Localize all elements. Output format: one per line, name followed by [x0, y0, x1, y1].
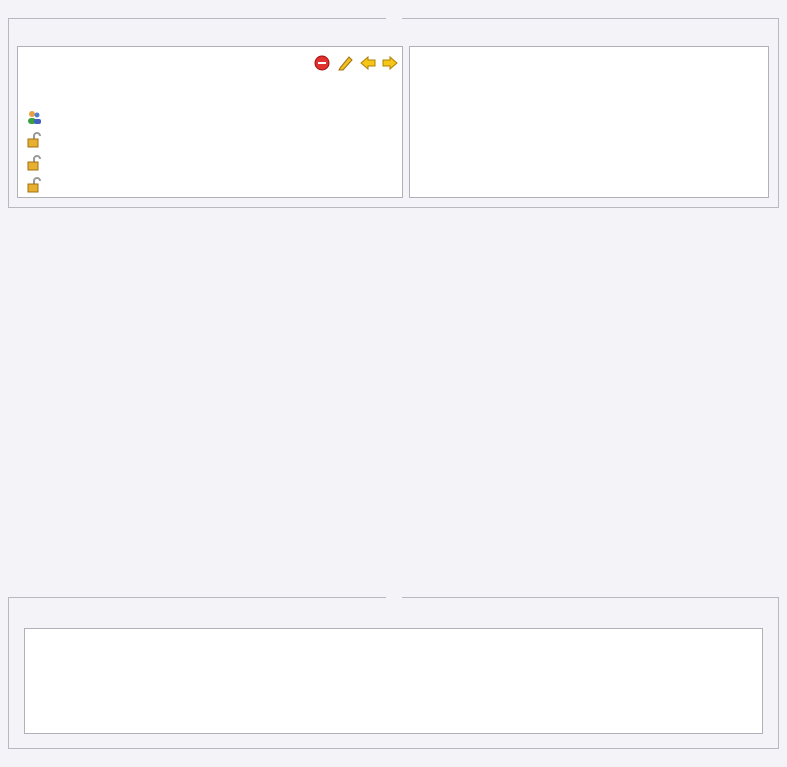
round-actions	[314, 55, 398, 74]
usga-row	[26, 155, 45, 171]
prev-icon[interactable]	[360, 55, 376, 71]
congu-row	[26, 177, 45, 193]
lochspiel-row	[26, 109, 45, 125]
lock-icon	[26, 177, 42, 193]
delete-icon[interactable]	[314, 55, 330, 71]
lock-icon	[26, 155, 42, 171]
next-icon[interactable]	[382, 55, 398, 71]
comment-box	[409, 46, 769, 198]
stats-box	[24, 628, 763, 734]
edit-icon[interactable]	[337, 55, 353, 71]
page-title	[0, 6, 787, 30]
round-info-box	[17, 46, 403, 198]
ega-row	[26, 132, 45, 148]
people-icon	[26, 109, 42, 125]
stats-title	[0, 585, 787, 609]
lock-icon	[26, 132, 42, 148]
